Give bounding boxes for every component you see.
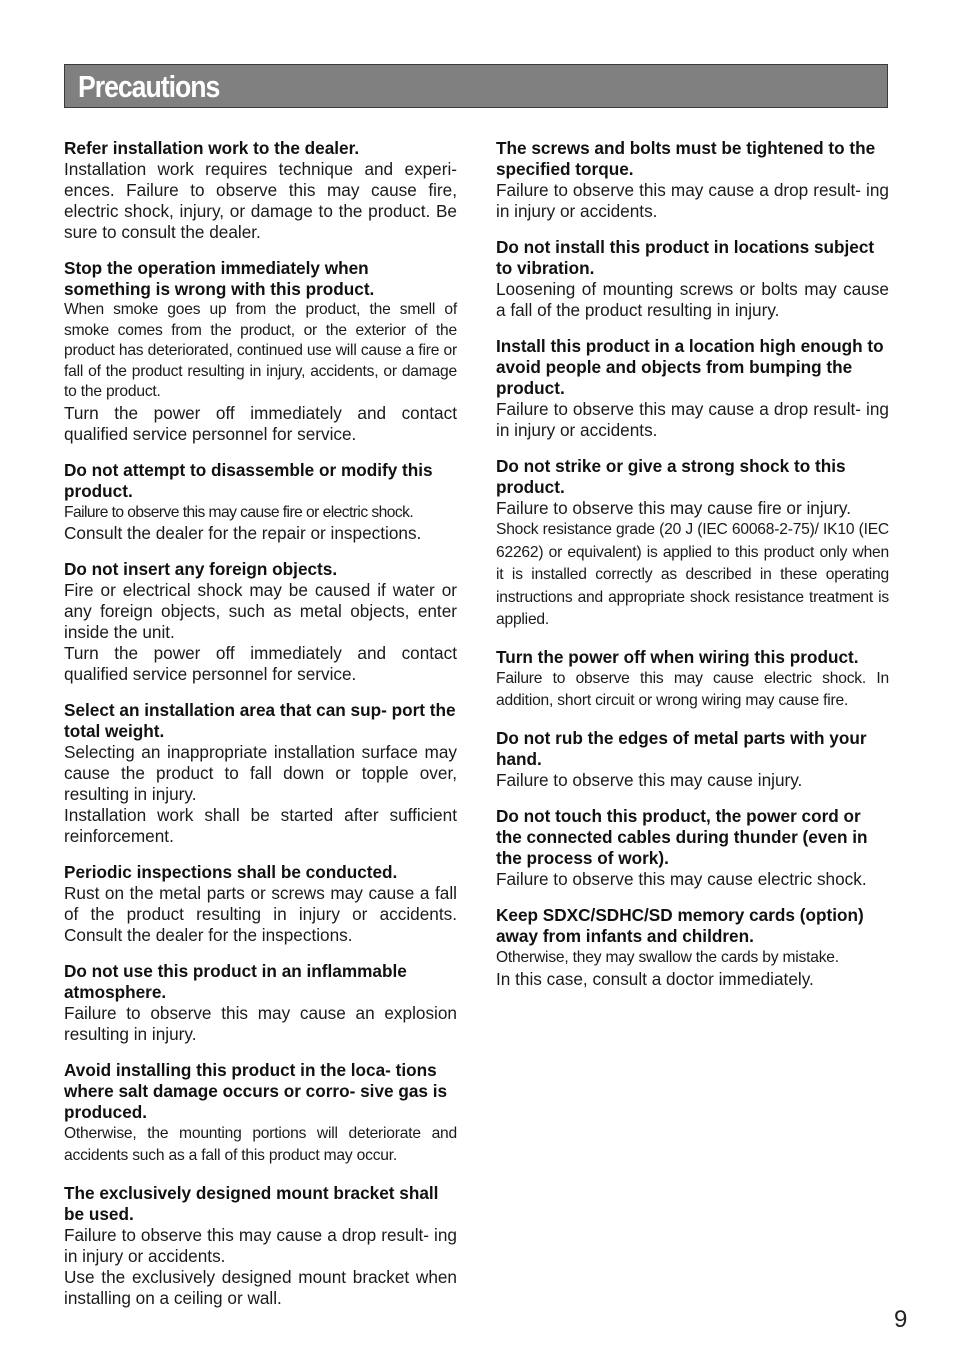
precaution-installation-area	[64, 700, 457, 847]
precaution-inflammable-atmosphere	[64, 961, 457, 1045]
precaution-thunder	[496, 806, 889, 890]
precaution-text: Turn the power off immediately and contact qualified service personnel for service.	[64, 642, 457, 684]
precaution-mount-bracket	[64, 1183, 457, 1309]
precaution-text: Loosening of mounting screws or bolts may cause a fall of the product resulting in injury.	[496, 279, 889, 320]
right-column	[496, 138, 889, 1005]
precaution-text: When smoke goes up from the product, the smell of smoke comes from the product, or the exterior of the product has deteriorated, continued use will cause a fire or fall of the product resulting in injury, accidents, or damage to the product.	[64, 301, 457, 401]
precaution-text: Failure to observe this may cause a drop result- ing in injury or accidents.	[496, 399, 889, 440]
precaution-text: Failure to observe this may cause an explosion resulting in injury.	[64, 1002, 457, 1044]
precaution-heading: Do not strike or give a strong shock to this product.	[496, 456, 846, 497]
precaution-heading: Refer installation work to the dealer.	[64, 138, 360, 158]
precaution-heading: Do not attempt to disassemble or modify this product.	[64, 459, 433, 501]
precaution-metal-edges	[496, 728, 889, 791]
precaution-periodic-inspections	[64, 862, 457, 946]
precaution-heading: Stop the operation immediately when something is wrong with this product.	[64, 258, 375, 299]
precaution-text: Failure to observe this may cause fire or injury.	[496, 498, 852, 518]
precaution-heading: Install this product in a location high enough to avoid people and objects from bumping the product.	[496, 336, 884, 398]
precaution-text: Selecting an inappropriate installation surface may cause the product to fall down or topple over, resulting in injury.	[64, 741, 457, 804]
left-column	[64, 138, 457, 1324]
precaution-salt-damage	[64, 1060, 457, 1168]
precaution-heading: Do not insert any foreign objects.	[64, 558, 338, 579]
precaution-text: Otherwise, the mounting portions will deteriorate and accidents such as a fall of this product may occur.	[64, 1124, 457, 1165]
precaution-heading: The exclusively designed mount bracket shall be used.	[64, 1182, 439, 1224]
precaution-power-off-wiring	[496, 647, 889, 713]
precaution-disassemble	[64, 460, 457, 544]
precaution-text: Rust on the metal parts or screws may cause a fall of the product resulting in injury or accidents. Consult the dealer for the inspections.	[64, 882, 457, 945]
precaution-heading: Select an installation area that can sup- port the total weight.	[64, 699, 456, 741]
precaution-text: Failure to observe this may cause a drop result- ing in injury or accidents.	[64, 1224, 457, 1266]
precaution-text: Fire or electrical shock may be caused if water or any foreign objects, such as metal objects, enter inside the unit.	[64, 579, 457, 642]
precaution-vibration	[496, 237, 889, 321]
precaution-text: In this case, consult a doctor immediately.	[496, 969, 814, 989]
precaution-foreign-objects	[64, 559, 457, 685]
precaution-text: Failure to observe this may cause electric shock.	[496, 868, 867, 889]
precaution-heading: Do not touch this product, the power cord or the connected cables during thunder (even in the process of work).	[496, 805, 868, 868]
precaution-heading: Turn the power off when wiring this product.	[496, 646, 859, 667]
precaution-text: Use the exclusively designed mount bracket when installing on a ceiling or wall.	[64, 1266, 457, 1308]
precaution-heading: Do not install this product in locations subject to vibration.	[496, 237, 875, 278]
page-title: Precautions	[78, 69, 220, 104]
precaution-text: Consult the dealer for the repair or inspections.	[64, 522, 422, 543]
precaution-text: Failure to observe this may cause fire or electric shock.	[64, 503, 414, 521]
section-header-bar	[64, 64, 888, 108]
precaution-heading: Avoid installing this product in the loca- tions where salt damage occurs or corro- sive gas is produced.	[64, 1059, 448, 1122]
precaution-text: Installation work shall be started after sufficient reinforcement.	[64, 804, 457, 846]
precaution-heading: The screws and bolts must be tightened to the specified torque.	[496, 138, 876, 179]
page-number: 9	[894, 1306, 908, 1333]
precaution-heading: Do not use this product in an inflammable atmosphere.	[64, 960, 407, 1002]
precaution-dealer-installation	[64, 138, 457, 243]
precaution-text: Installation work requires technique and experi- ences. Failure to observe this may cause fire, electric shock, injury, or damage to the product. Be sure to consult the dealer.	[64, 159, 457, 242]
precaution-text: Shock resistance grade (20 J (IEC 60068-2-75)/ IK10 (IEC 62262) or equivalent) is applied to this product only when it is installed correctly as described in these operating instructions and appropriate shock resistance treatment is applied.	[496, 521, 889, 628]
precaution-text: Failure to observe this may cause electric shock. In addition, short circuit or wrong wiring may cause fire.	[496, 669, 889, 709]
precaution-text: Turn the power off immediately and contact qualified service personnel for service.	[64, 402, 457, 444]
precaution-heading: Keep SDXC/SDHC/SD memory cards (option) away from infants and children.	[496, 904, 864, 946]
precaution-text: Otherwise, they may swallow the cards by mistake.	[496, 948, 839, 966]
precaution-location-high	[496, 336, 889, 441]
precaution-heading: Do not rub the edges of metal parts with your hand.	[496, 727, 867, 769]
precaution-sd-cards	[496, 905, 889, 991]
precaution-heading: Periodic inspections shall be conducted.	[64, 861, 398, 882]
precaution-strong-shock	[496, 456, 889, 632]
precaution-text: Failure to observe this may cause a drop result- ing in injury or accidents.	[496, 180, 889, 221]
precaution-text: Failure to observe this may cause injury.	[496, 769, 803, 790]
precaution-stop-operation	[64, 258, 457, 445]
precaution-screws-torque	[496, 138, 889, 222]
